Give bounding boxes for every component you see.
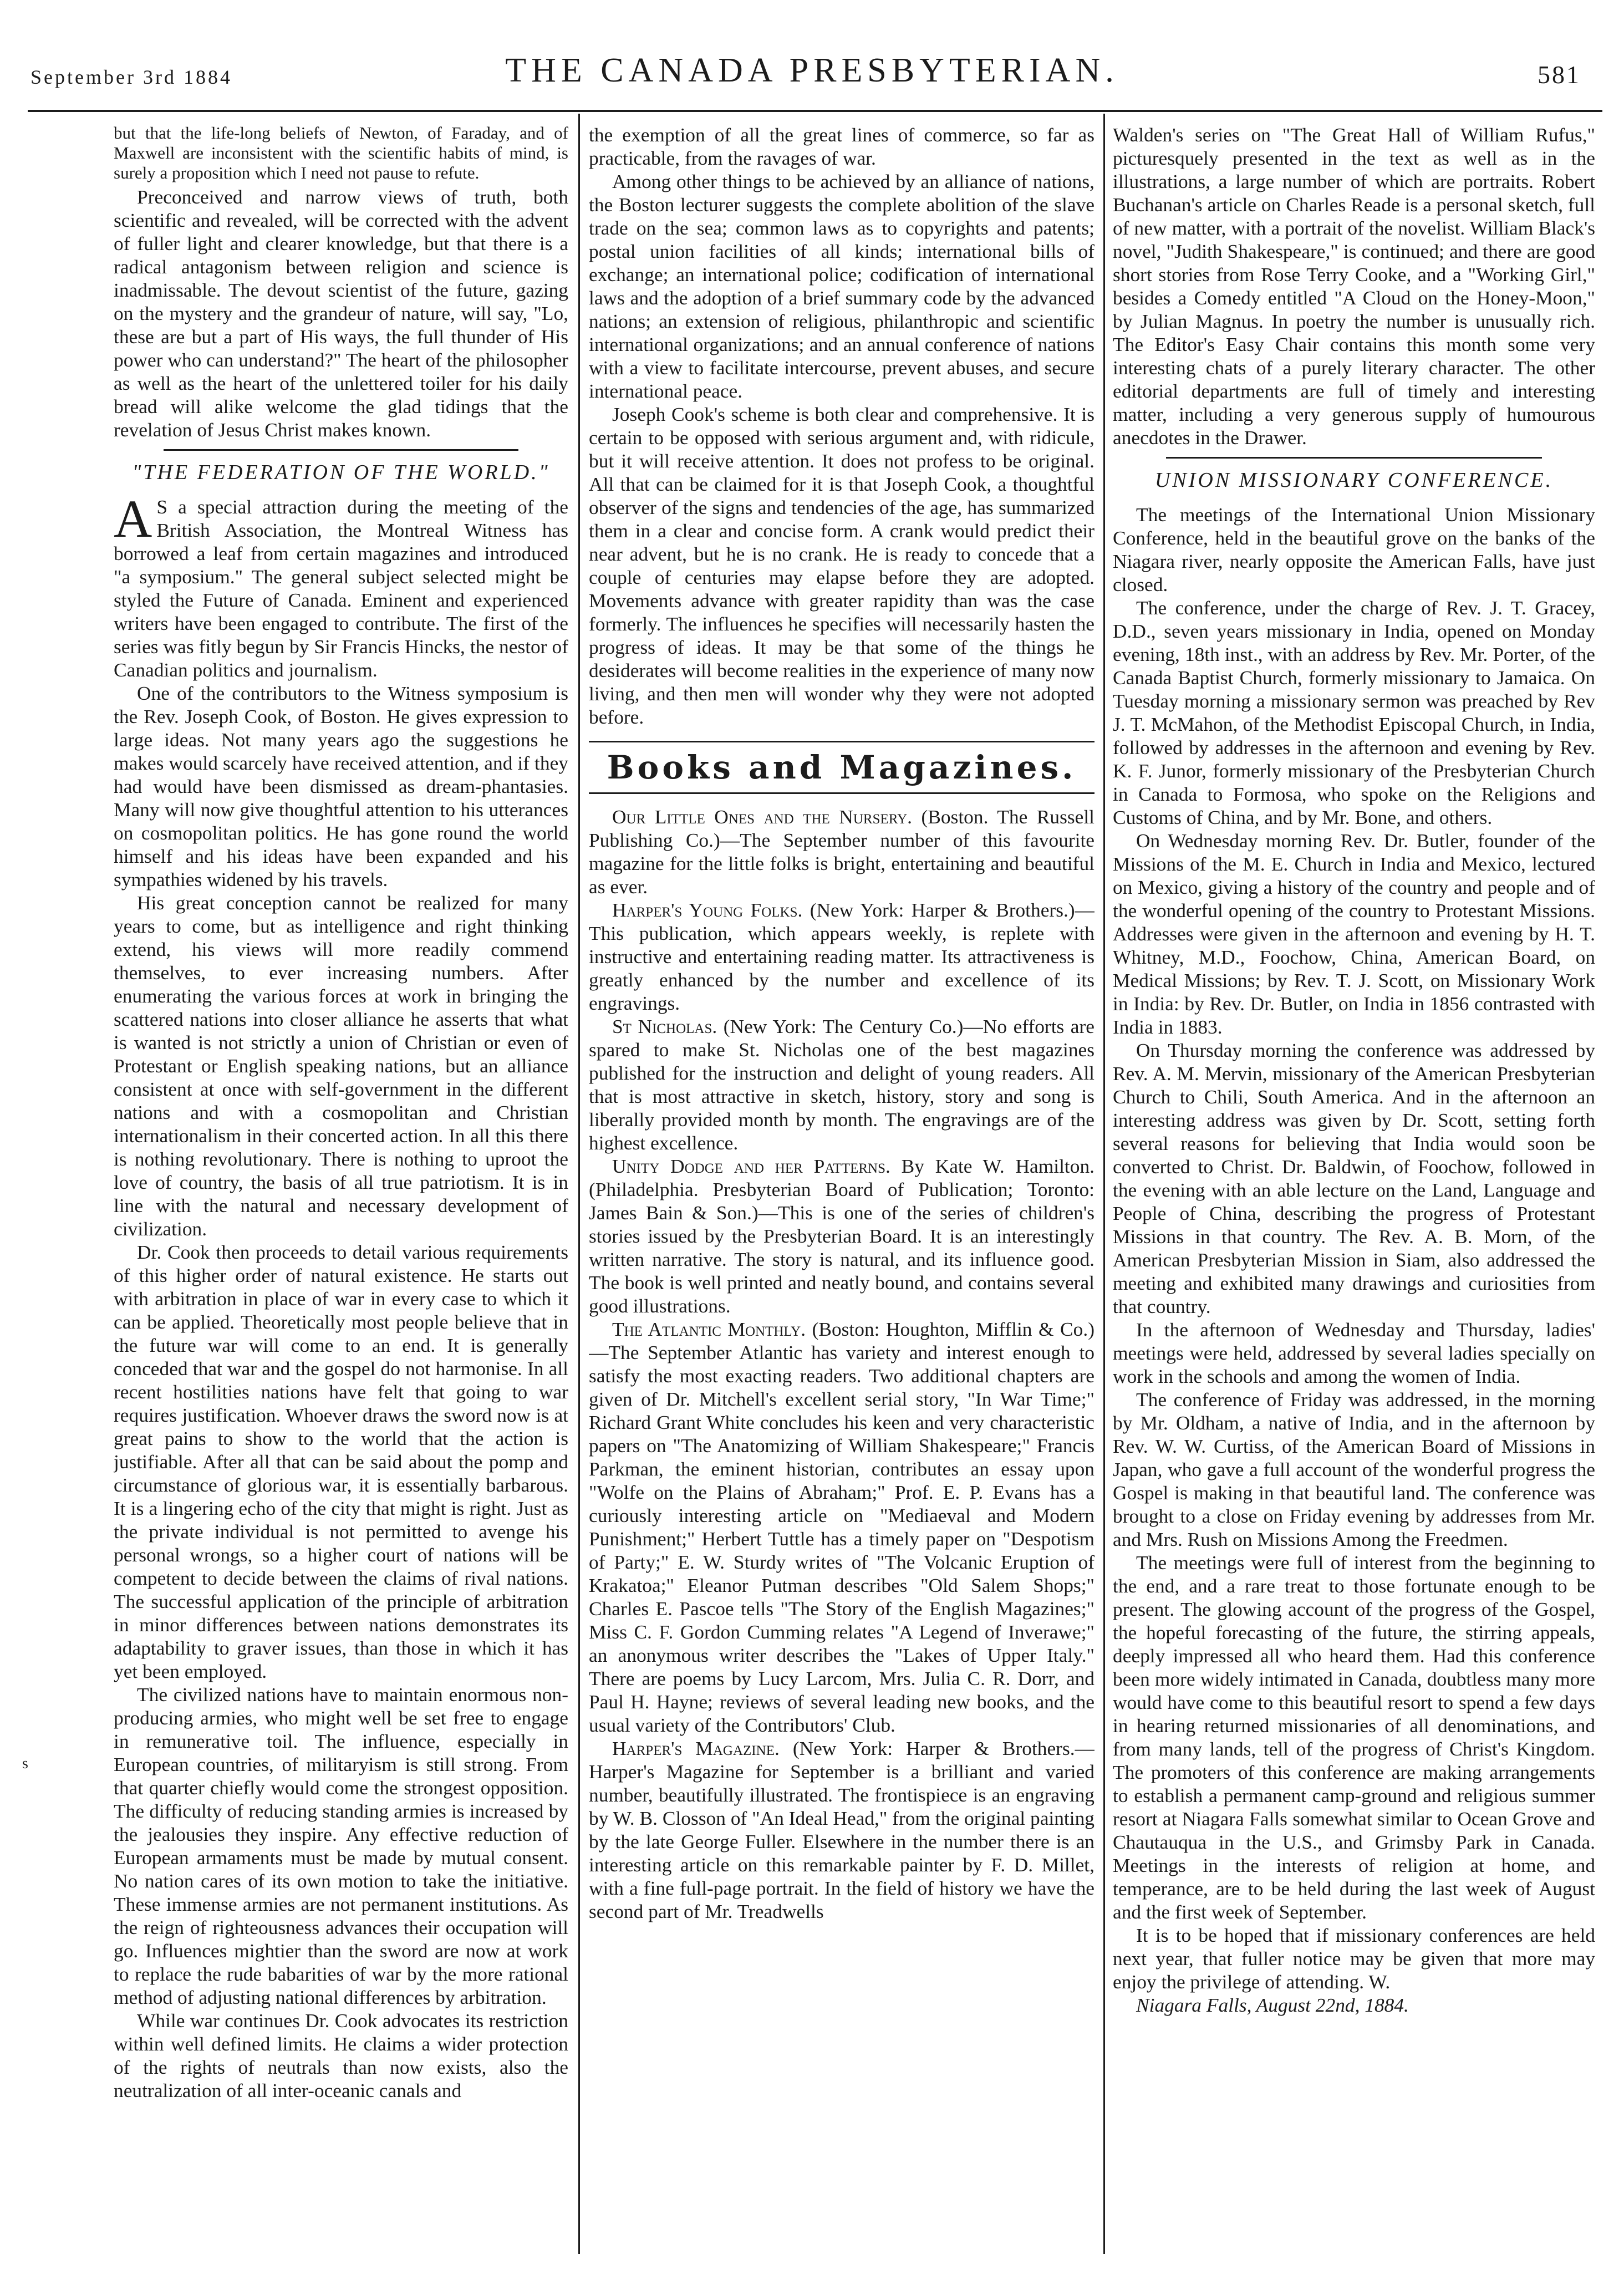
review-title: St Nicholas. [612, 1015, 717, 1037]
paragraph: His great conception cannot be realized for many years to come, but as intelligence and right thinking extend, his views will more readily commend themselves, to ever increasing numbers. After enumerating the various forces at work in bringing the scattered nations into closer alliance he asserts that what is wanted is not strictly a union of Christian or even of Protestant or English speaking nations, but an alliance consistent at once with self-government in the different nations and with a cosmopolitan and Christian internationalism in their concerted action. In all this there is nothing revolutionary. There is nothing to uproot the love of country, the basis of all true patriotism. It is in line with the natural and necessary development of civilization. [114, 892, 568, 1240]
paragraph: On Wednesday morning Rev. Dr. Butler, founder of the Missions of the M. E. Church in India and Mexico, lectured on Mexico, giving a history of the country and people and of the wonderful opening of the country to Protestant Missions. Addresses were given in the afternoon and evening by H. T. Whitney, M.D., Foochow, China, American Board, on Medical Missions; by Rev. T. J. Scott, on Missionary Work in India: by Rev. Dr. Butler, on India in 1856 contrasted with India in 1883. [1113, 830, 1595, 1038]
article-ending-text: but that the life-long beliefs of Newton, of Faraday, and of Maxwell are inconsistent with the scientific habits of mind, is surely a proposition which I need not pause to refute. [114, 123, 568, 182]
review-text: (New York: Harper & Brothers.—Harper's Magazine for September is a brilliant and varied number, beautifully illustrated. The frontispiece is an engraving by W. B. Closson of "An Ideal Head," from the original painting by the late George Fuller. Elsewhere in the number there is an interesting article on this remarkable painter by F. D. Millet, with a fine full-page portrait. In the field of history we have the second part of Mr. Treadwells [589, 1737, 1094, 1922]
paragraph: The meetings were full of interest from the beginning to the end, and a rare treat to those fortunate enough to be present. The glowing account of the progress of the Gospel, the hopeful forecasting of the future, the stirring appeals, deeply impressed all who heard them. Had this conference been more widely intimated in Canada, doubtless many more would have come to this beautiful resort to spend a few days in hearing returned missionaries of all denominations, and from many lands, tell of the progress of Christ's Kingdom. The promoters of this conference are making arrangements to establish a permanent camp-ground and religious summer resort at Niagara Falls somewhat similar to Ocean Grove and Chautauqua in the U.S., and Grimsby Park in Canada. Meetings in the interests of religion at home, and temperance, are to be held during the last week of August and the first week of September. [1113, 1551, 1595, 1923]
paragraph: The meetings of the International Union Missionary Conference, held in the beautiful grove on the banks of the Niagara river, nearly opposite the American Falls, have just closed. [1113, 503, 1595, 596]
paragraph: While war continues Dr. Cook advocates its restriction within well defined limits. He claims a wider protection of the rights of neutrals than now exists, also the neutralization of all inter-oceanic canals and [114, 2009, 568, 2101]
paragraph: Dr. Cook then proceeds to detail various requirements of this higher order of natural existence. He starts out with arbitration in place of war in every case to which it can be applied. Theoretically most people believe that in the future war will come to an end. It is generally conceded that war and the gospel do not harmonise. In all recent hostilities nations have felt that going to war requires justification. Whoever draws the sword now is at great pains to show to the world that the action is justifiable. After all that can be said about the pomp and circumstance of glorious war, it is essentially barbarous. It is a lingering echo of the city that might is right. Just as the private individual is not permitted to avenge his personal wrongs, so a higher court of nations will be competent to decide between the claims of rival nations. The successful application of the principle of arbitration in minor differences between nations demonstrates its adaptability to graver issues, than those in which it has yet been employed. [114, 1241, 568, 1682]
paragraph: The conference of Friday was addressed, in the morning by Mr. Oldham, a native of India, and in the afternoon by Rev. W. W. Curtiss, of the American Board of Missions in Japan, who gave a full account of the wonderful progress the Gospel is making in that beautiful land. The conference was brought to a close on Friday evening by addresses from Mr. and Mrs. Rush on Missions Among the Freedmen. [1113, 1388, 1595, 1550]
margin-mark: s [22, 1755, 28, 1772]
review-title: Our Little Ones and the Nursery. [612, 806, 912, 828]
newspaper-title: THE CANADA PRESBYTERIAN. [505, 52, 1119, 89]
review-title: Unity Dodge and her Patterns. [612, 1155, 890, 1177]
column-1 [114, 123, 568, 2263]
section-divider [1166, 457, 1542, 459]
review-title: Harper's Young Folks. [612, 899, 803, 921]
paragraph: The conference, under the charge of Rev. J. T. Gracey, D.D., seven years missionary in India, opened on Monday evening, 18th inst., with an address by Rev. Mr. Porter, of the Canada Baptist Church, formerly missionary to Jamaica. On Tuesday morning a missionary sermon was preached by Rev J. T. McMahon, of the Methodist Episcopal Church, in India, followed by addresses in the afternoon and evening by Rev. K. F. Junor, formerly missionary of the Presbyterian Church in Canada to Formosa, who spoke on the Religions and Customs of China, and by Mr. Bone, and others. [1113, 597, 1595, 828]
drop-cap: A [114, 489, 152, 548]
paragraph: Preconceived and narrow views of truth, both scientific and revealed, will be corrected with the advent of fuller light and clearer knowledge, but that there is a radical antagonism between religion and science is inadmissable. The devout scientist of the future, gazing on the mystery and the grandeur of nature, will say, "Lo, these are but a part of His ways, the full thunder of His power who can understand?" The heart of the philosopher as well as the heart of the unlettered toiler for his daily bread will alike welcome the glad tidings that the revelation of Jesus Christ makes known. [114, 186, 568, 441]
review-text: (Boston. The Russell Publishing Co.)—The September number of this favourite magazine for the little folks is bright, entertaining and beautiful as ever. [589, 806, 1094, 898]
paragraph: In the afternoon of Wednesday and Thursday, ladies' meetings were held, addressed by several ladies specially on work in the schools and among the women of India. [1113, 1319, 1595, 1387]
paragraph [1113, 1923, 1595, 1993]
column-rule-1 [578, 114, 580, 2254]
review-item [589, 805, 1094, 898]
review-text: (New York: The Century Co.)—No efforts are spared to make St. Nicholas one of the best magazines published for the instruction and delight of young readers. All that is most attractive in sketch, history, story and song is liberally provided month by month. The engravings are of the highest excellence. [589, 1015, 1094, 1154]
issue-date: September 3rd 1884 [30, 66, 232, 88]
paragraph: On Thursday morning the conference was addressed by Rev. A. M. Mervin, missionary of the American Presbyterian Church to Chili, South America. And in the afternoon an interesting address was given by Dr. Scott, setting forth several reasons for believing that India would soon be converted to Christ. Dr. Baldwin, of Foochow, followed in the evening with an able lecture on the Land, Language and People of China, describing the progress of Protestant Missions in that country. The Rev. A. B. Morn, of the American Presbyterian Mission in Siam, also addressed the meeting and exhibited many drawings and curiosities from that country. [1113, 1039, 1595, 1317]
page-number: 581 [1538, 60, 1581, 89]
review-title: The Atlantic Monthly. [612, 1318, 806, 1340]
paragraph: Joseph Cook's scheme is both clear and comprehensive. It is certain to be opposed with serious argument and, with ridicule, but it will receive attention. It does not profess to be original. All that can be claimed for it is that Joseph Cook, a thoughtful observer of the signs and tendencies of the age, has summarized them in a clear and concise form. A crank would predict their near advent, but he is no crank. He is ready to concede that a couple of centuries may elapse before they are adopted. Movements advance with greater rapidity than was the case formerly. The influences he specifies will necessarily hasten the progress of ideas. It may be that some of the things he desiderates will become realities in the experience of many now living, and then men will wonder why they were not adopted before. [589, 403, 1094, 728]
review-item [589, 898, 1094, 1015]
paragraph: Among other things to be achieved by an alliance of nations, the Boston lecturer suggests the complete abolition of the slave trade on the sea; common laws as to copyrights and patents; postal union facilities of all kinds; international bills of exchange; an international police; codification of international laws and the adoption of a brief summary code by the advanced nations; an extension of religious, philanthropic and scientific international organizations; and an annual conference of nations with a view to facilitate intercourse, prevent abuses, and secure international peace. [589, 170, 1094, 402]
review-item [589, 1737, 1094, 1923]
review-text: (New York: Harper & Brothers.)—This publication, which appears weekly, is replete with instructive and entertaining reading matter. Its attractiveness is greatly enhanced by the number and excellence of its engravings. [589, 899, 1094, 1014]
paragraph-text: It is to be hoped that if missionary conferences are held next year, that fuller notice may be given that more may enjoy the privilege of attending. [1113, 1924, 1595, 1993]
review-item [589, 1317, 1094, 1737]
review-text: By Kate W. Hamilton. (Philadelphia. Presbyterian Board of Publication; Toronto: James Bain & Son.)—This is one of the series of children's stories issued by the Presbyterian Board. It is an interestingly written narrative. The story is natural, and its influence good. The book is well printed and neatly bound, and contains several good illustrations. [589, 1155, 1094, 1317]
article-heading: "THE FEDERATION OF THE WORLD." [132, 461, 550, 484]
page-header [0, 0, 1624, 105]
review-item [589, 1154, 1094, 1317]
paragraph: Walden's series on "The Great Hall of William Rufus," picturesquely presented in the text as well as in the illustrations, a large number of which are portraits. Robert Buchanan's article on Charles Reade is a personal sketch, full of new matter, with a portrait of the novelist. William Black's novel, "Judith Shakespeare," is continued; and there are good short stories from Rose Terry Cooke, and a "Working Girl," besides a Comedy entitled "A Cloud on the Honey-Moon," by Julian Magnus. In poetry the number is unusually rich. The Editor's Easy Chair contains this month some very interesting chats of a purely literary character. The other editorial departments are full of timely and interesting matter, including a very generous supply of humourous anecdotes in the Drawer. [1113, 124, 1595, 449]
review-title: Harper's Magazine. [612, 1737, 780, 1759]
section-banner: Books and Magazines. [589, 741, 1094, 794]
column-2 [589, 123, 1094, 2263]
place-date-line: Niagara Falls, August 22nd, 1884. [1136, 1994, 1409, 2016]
paragraph: The civilized nations have to maintain enormous non-producing armies, who might well be set free to engage in remunerative toil. The influence, especially in European countries, of militaryism is still strong. From that quarter chiefly would come the strongest opposition. The difficulty of reducing standing armies is increased by the jealousies they inspire. Any effective reduction of European armaments must be made by mutual consent. No nation cares of its own motion to take the initiative. These immense armies are not permanent institutions. As the reign of righteousness advances their occupation will go. Influences mightier than the sword are now at work to replace the rude babarities of war by the more rational method of adjusting national differences by arbitration. [114, 1683, 568, 2008]
paragraph [114, 489, 568, 681]
column-rule-2 [1103, 114, 1105, 2254]
column-3 [1113, 123, 1595, 2263]
section-divider [164, 449, 518, 451]
review-text: (Boston: Houghton, Mifflin & Co.)—The September Atlantic has variety and interest enough to satisfy the most exacting readers. Two additional chapters are given of Dr. Mitchell's excellent serial story, "In War Time;" Richard Grant White concludes his keen and very characteristic papers on "The Anatomizing of William Shakespeare;" Francis Parkman, the eminent historian, contributes an essay upon "Wolfe on the Plains of Abraham;" Prof. E. P. Evans has a curiously interesting article on "Mediaeval and Modern Punishment;" Herbert Tuttle has a timely paper on "Despotism of Party;" E. W. Sturdy writes of "The Volcanic Eruption of Krakatoa;" Eleanor Putman describes "Old Salem Shops;" Charles E. Pascoe tells "The Story of the English Magazines;" Miss C. F. Gordon Cumming relates "A Legend of Inverawe;" an anonymous writer describes the "Lakes of Upper Italy." There are poems by Lucy Larcom, Mrs. Julia C. R. Dorr, and Paul H. Hayne; reviews of several leading new books, and the usual variety of the Contributors' Club. [589, 1318, 1094, 1736]
article-heading: UNION MISSIONARY CONFERENCE. [1154, 469, 1554, 492]
paragraph-text: S a special attraction during the meeting of the British Association, the Montreal Witness has borrowed a leaf from certain magazines and introduced "a symposium." The general subject selected might be styled the Future of Canada. Eminent and experienced writers have been engaged to contribute. The first of the series was fitly begun by Sir Francis Hincks, the nestor of Canadian politics and journalism. [114, 496, 568, 681]
paragraph: One of the contributors to the Witness symposium is the Rev. Joseph Cook, of Boston. He gives expression to large ideas. Not many years ago the suggestions he makes would scarcely have received attention, and if they had would have been dismissed as dream-phantasies. Many will now give thoughtful attention to his utterances on cosmopolitan politics. He has gone round the world himself and his ideas have been expanded and his sympathies widened by his travels. [114, 682, 568, 890]
author-initial: W. [1368, 1971, 1391, 1993]
header-rule [28, 110, 1602, 112]
review-item [589, 1015, 1094, 1154]
paragraph: the exemption of all the great lines of commerce, so far as practicable, from the ravages of war. [589, 124, 1094, 169]
